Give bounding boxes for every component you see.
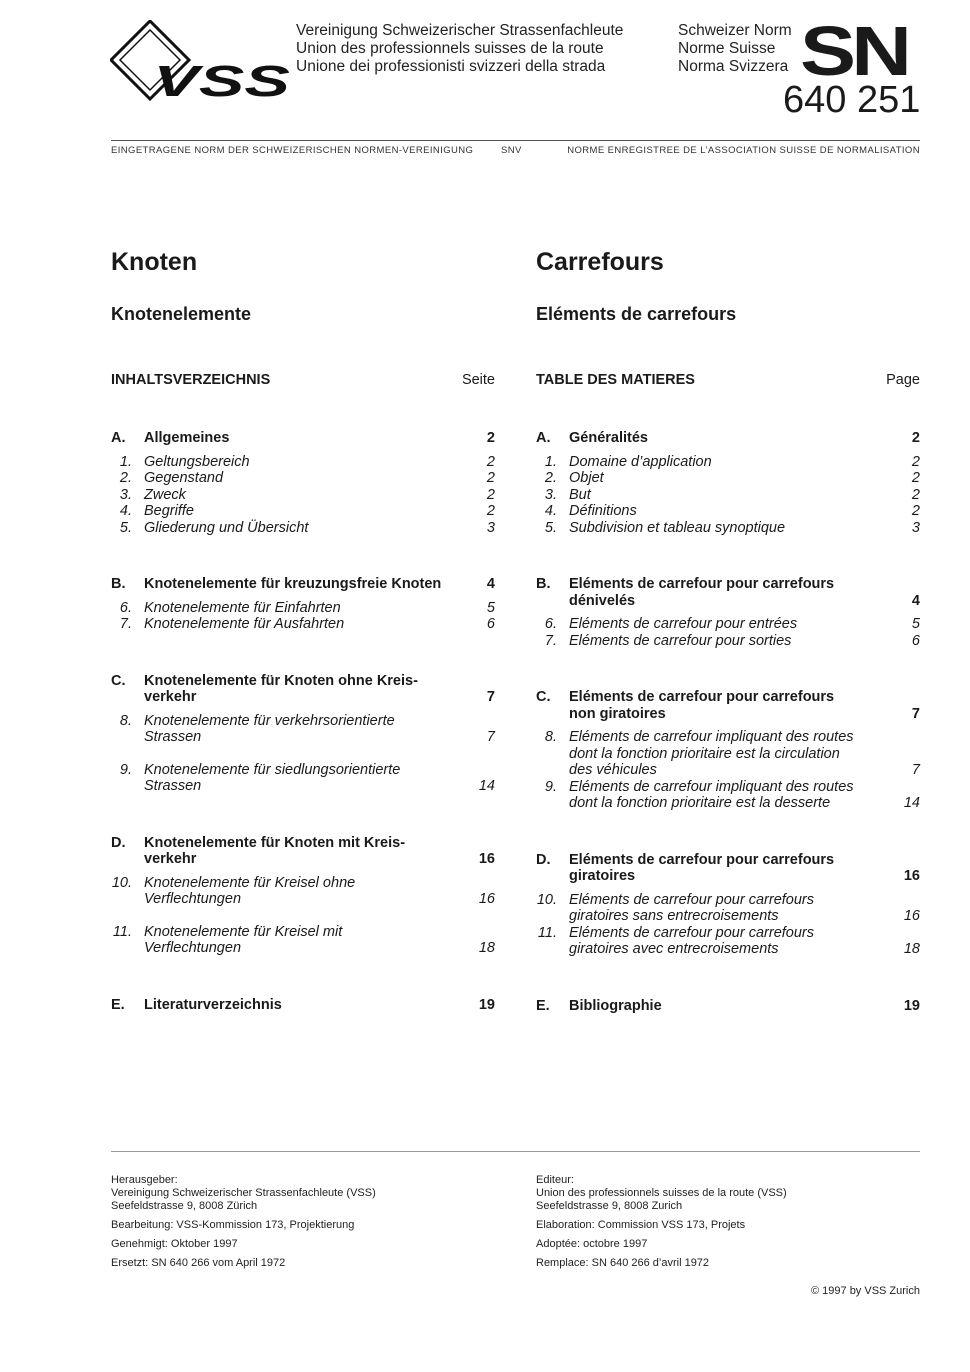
toc-title <box>144 997 461 1014</box>
toc-title-line: Knotenelemente für Ausfahrten <box>144 616 345 632</box>
toc-title <box>569 892 886 925</box>
vss-logo-graphic <box>110 20 290 102</box>
toc-title-line: Eléments de carrefour pour carrefours <box>569 851 835 868</box>
toc-page-number: 2 <box>911 486 920 503</box>
registration-snv: SNV <box>501 145 522 156</box>
footer-divider <box>111 1151 920 1152</box>
toc-number: 3. <box>119 486 132 503</box>
toc-group <box>536 689 920 812</box>
toc-title-line: giratoires sans entrecroisements <box>569 908 779 924</box>
toc-group <box>536 852 920 958</box>
toc-title-line: Begriffe <box>144 503 194 519</box>
toc-title-line: dénivelés <box>569 592 636 609</box>
toc-number: 6. <box>119 599 132 616</box>
toc-entry <box>111 470 495 487</box>
footer-fr <box>536 1174 920 1270</box>
toc-page-number: 18 <box>903 941 920 957</box>
toc-title <box>569 779 886 812</box>
toc-section <box>536 689 920 722</box>
subtitle-fr: Eléments de carrefours <box>536 304 737 324</box>
toc-title <box>569 576 886 609</box>
toc-entry <box>111 875 495 908</box>
toc-title <box>569 487 886 504</box>
toc-page-number: 19 <box>903 997 920 1014</box>
toc-title-line: Knotenelemente für siedlungsorientierte <box>144 761 401 778</box>
toc-number: A. <box>111 430 126 446</box>
toc-section <box>111 576 495 593</box>
toc-entry <box>111 454 495 471</box>
toc-title <box>144 875 461 908</box>
toc-entry <box>536 633 920 650</box>
toc-title <box>569 633 886 650</box>
approval-info: Genehmigt: Oktober 1997 <box>111 1238 238 1250</box>
toc-page-number: 16 <box>478 891 495 907</box>
toc-title <box>569 729 886 779</box>
toc-section <box>111 673 495 706</box>
toc-page-number: 3 <box>486 519 495 536</box>
sn-logo: SN <box>800 12 908 90</box>
toc-number: 4. <box>119 503 132 519</box>
toc-entry <box>536 925 920 958</box>
toc-page-number: 2 <box>911 430 920 446</box>
toc-entry <box>536 487 920 504</box>
toc-title-line: verkehr <box>144 689 197 705</box>
toc-title-line: giratoires <box>569 868 636 884</box>
toc-group <box>111 430 495 536</box>
toc-title <box>569 470 886 487</box>
toc-number: E. <box>536 997 550 1014</box>
toc-number: 5. <box>119 519 132 536</box>
toc-title-line: Knotenelemente für Kreisel mit <box>144 923 343 940</box>
toc-title-line: non giratoires <box>569 705 666 722</box>
toc-title-line: Eléments de carrefour pour carrefours <box>569 924 814 941</box>
toc-page-number: 6 <box>911 632 920 649</box>
toc-section <box>111 997 495 1014</box>
toc-title-line: dont la fonction prioritaire est la desserte <box>569 795 831 811</box>
registration-fr: NORME ENREGISTREE DE L’ASSOCIATION SUISSE DE NORMALISATION <box>567 145 920 156</box>
toc-title-line: giratoires avec entrecroisements <box>569 941 779 957</box>
subtitle-de: Knotenelemente <box>111 304 252 324</box>
replaces-info: Remplace: SN 640 266 d’avril 1972 <box>536 1257 710 1269</box>
norm-line-it: Norma Svizzera <box>678 58 789 75</box>
toc-title-line: Knotenelemente für verkehrsorientierte <box>144 712 395 729</box>
norm-names <box>678 22 792 76</box>
toc-page-number: 6 <box>486 616 495 632</box>
toc-page-number: 5 <box>486 599 495 616</box>
assoc-line-de: Vereinigung Schweizerischer Strassenfachleute <box>296 22 624 39</box>
toc-entry <box>536 729 920 779</box>
toc-entry <box>536 892 920 925</box>
toc-title-line: Strassen <box>144 729 202 745</box>
toc-title-line: Généralités <box>569 430 648 446</box>
toc-title-line: Eléments de carrefour pour entrées <box>569 616 798 632</box>
toc-entry <box>111 600 495 617</box>
toc-title-line: Literaturverzeichnis <box>144 996 282 1013</box>
toc-page-number: 2 <box>486 430 495 446</box>
toc-header-fr <box>536 372 920 388</box>
toc-title-line: Geltungsbereich <box>144 453 250 470</box>
toc-title-line: Eléments de carrefour pour carrefours <box>569 576 835 592</box>
registration-de: EINGETRAGENE NORM DER SCHWEIZERISCHEN NORMEN-VEREINIGUNG <box>111 145 474 156</box>
toc-page-number: 16 <box>903 908 920 924</box>
toc-entry <box>111 520 495 537</box>
header-divider <box>111 140 920 141</box>
toc-number: B. <box>536 576 551 592</box>
title-fr: Carrefours <box>536 248 664 276</box>
toc-page-number: 7 <box>486 689 495 705</box>
toc-title-line: Gliederung und Übersicht <box>144 519 309 536</box>
toc-title <box>144 924 461 957</box>
toc-section <box>536 998 920 1015</box>
toc-group <box>111 673 495 795</box>
toc-page-number: 19 <box>478 996 495 1013</box>
replaces-info: Ersetzt: SN 640 266 vom April 1972 <box>111 1257 286 1269</box>
toc-title <box>144 835 461 868</box>
toc-group <box>536 576 920 649</box>
toc-header-de <box>111 372 495 388</box>
toc-title <box>144 487 461 504</box>
toc-page-number: 3 <box>911 519 920 536</box>
toc-title-line: Gegenstand <box>144 470 224 486</box>
toc-title-line: Domaine d’application <box>569 453 712 470</box>
toc-title <box>144 470 461 487</box>
toc-page-number: 18 <box>478 940 495 956</box>
toc-title-line: Eléments de carrefour pour sorties <box>569 632 792 649</box>
toc-title-line: Eléments de carrefour pour carrefours <box>569 891 814 908</box>
toc-number: 5. <box>544 519 557 536</box>
page-label-fr: Page <box>886 372 920 388</box>
publisher-address: Seefeldstrasse 9, 8008 Zurich <box>536 1200 683 1212</box>
toc-title <box>144 600 461 617</box>
assoc-line-it: Unione dei professionisti svizzeri della strada <box>296 58 606 75</box>
toc-entry <box>536 503 920 520</box>
toc-group <box>536 430 920 536</box>
toc-title-line: But <box>569 486 591 503</box>
toc-title-line: Knotenelemente für Kreisel ohne <box>144 874 356 891</box>
toc-entry <box>111 616 495 633</box>
toc-title <box>569 925 886 958</box>
toc-title <box>569 852 886 885</box>
toc-title <box>144 454 461 471</box>
toc-page-number: 14 <box>903 795 920 811</box>
toc-group <box>111 835 495 957</box>
toc-title <box>144 520 461 537</box>
toc-title-line: Knotenelemente für Einfahrten <box>144 599 341 616</box>
publisher-label: Editeur: <box>536 1174 574 1186</box>
toc-page-number: 2 <box>911 470 920 486</box>
toc-group <box>111 997 495 1014</box>
toc-entry <box>536 520 920 537</box>
toc-page-number: 16 <box>903 868 920 884</box>
toc-title-line: verkehr <box>144 851 197 867</box>
toc-page-number: 16 <box>478 851 495 867</box>
toc-title-line: Verflechtungen <box>144 940 242 956</box>
assoc-line-fr: Union des professionnels suisses de la route <box>296 40 604 57</box>
toc-title <box>144 430 461 447</box>
toc-number: 8. <box>119 712 132 729</box>
toc-entry <box>111 924 495 957</box>
toc-title-line: dont la fonction prioritaire est la circulation <box>569 745 840 762</box>
toc-title-line: Strassen <box>144 778 202 794</box>
editing-info: Bearbeitung: VSS-Kommission 173, Projektierung <box>111 1219 355 1231</box>
toc-page-number: 2 <box>486 486 495 503</box>
toc-entry <box>111 503 495 520</box>
approval-info: Adoptée: octobre 1997 <box>536 1238 648 1250</box>
toc-number: 9. <box>119 761 132 778</box>
toc-number: 2. <box>119 470 132 486</box>
toc-number: 9. <box>544 778 557 795</box>
toc-entry <box>111 762 495 795</box>
toc-section <box>536 852 920 885</box>
toc-entry <box>536 779 920 812</box>
toc-number: D. <box>536 851 551 868</box>
toc-number: 7. <box>119 616 132 632</box>
toc-title <box>144 503 461 520</box>
toc-number: 1. <box>544 453 557 470</box>
toc-section <box>536 430 920 447</box>
publisher-name: Vereinigung Schweizerischer Strassenfachleute (VSS) <box>111 1187 376 1199</box>
toc-label-de: INHALTSVERZEICHNIS <box>111 372 271 388</box>
publisher-address: Seefeldstrasse 9, 8008 Zürich <box>111 1200 258 1212</box>
toc-section <box>536 576 920 609</box>
toc-title-line: Définitions <box>569 503 637 519</box>
toc-number: 2. <box>544 470 557 486</box>
toc-title-line: Verflechtungen <box>144 891 242 907</box>
title-de: Knoten <box>111 248 198 276</box>
page-label-de: Seite <box>461 372 495 388</box>
toc-page-number: 4 <box>911 592 920 609</box>
norm-line-fr: Norme Suisse <box>678 40 776 57</box>
norm-line-de: Schweizer Norm <box>678 22 792 39</box>
toc-number: 8. <box>544 729 557 745</box>
toc-title <box>569 503 886 520</box>
toc-page-number: 7 <box>486 729 495 745</box>
toc-title <box>569 430 886 447</box>
toc-page-number: 7 <box>911 762 920 778</box>
editing-info: Elaboration: Commission VSS 173, Projets <box>536 1219 746 1231</box>
toc-title <box>569 520 886 537</box>
toc-list-de <box>111 430 495 1053</box>
toc-title-line: Eléments de carrefour pour carrefours <box>569 689 835 705</box>
toc-title <box>144 713 461 746</box>
toc-number: 1. <box>119 453 132 470</box>
toc-page-number: 2 <box>911 453 920 470</box>
toc-title-line: Eléments de carrefour impliquant des routes <box>569 729 854 745</box>
toc-entry <box>111 487 495 504</box>
toc-title <box>144 576 461 593</box>
toc-number: B. <box>111 576 126 592</box>
publisher-label: Herausgeber: <box>111 1174 178 1186</box>
norm-number: 640 251 <box>783 79 921 121</box>
toc-title-line: Objet <box>569 470 604 486</box>
toc-title-line: Eléments de carrefour impliquant des routes <box>569 778 854 795</box>
toc-group <box>536 998 920 1015</box>
toc-entry <box>536 470 920 487</box>
toc-label-fr: TABLE DES MATIERES <box>536 372 695 388</box>
toc-entry <box>536 616 920 633</box>
toc-title <box>569 616 886 633</box>
vss-logo-text: VSS <box>153 56 290 102</box>
toc-page-number: 4 <box>486 576 495 592</box>
footer-de <box>111 1174 491 1270</box>
toc-number: 6. <box>544 616 557 632</box>
vss-logo <box>110 20 290 102</box>
toc-number: E. <box>111 996 125 1013</box>
toc-number: C. <box>536 689 551 705</box>
toc-title-line: Zweck <box>144 486 186 503</box>
toc-title-line: des véhicules <box>569 762 657 778</box>
toc-title-line: Subdivision et tableau synoptique <box>569 519 786 536</box>
toc-page-number: 2 <box>486 503 495 519</box>
toc-page-number: 14 <box>478 778 495 794</box>
toc-title <box>569 998 886 1015</box>
toc-number: C. <box>111 672 126 689</box>
publisher-name: Union des professionnels suisses de la route (VSS) <box>536 1187 787 1199</box>
association-names <box>296 22 623 76</box>
toc-entry <box>111 713 495 746</box>
toc-number: A. <box>536 430 551 446</box>
toc-section <box>111 430 495 447</box>
toc-title-line: Knotenelemente für kreuzungsfreie Knoten <box>144 576 442 592</box>
toc-entry <box>536 454 920 471</box>
toc-title <box>144 762 461 795</box>
toc-title <box>569 454 886 471</box>
toc-title <box>144 673 461 706</box>
toc-number: 10. <box>111 874 132 891</box>
toc-title-line: Allgemeines <box>144 430 230 446</box>
toc-number: 7. <box>544 632 557 649</box>
toc-number: 10. <box>536 891 557 908</box>
toc-page-number: 2 <box>486 470 495 486</box>
toc-number: 4. <box>544 503 557 519</box>
toc-number: D. <box>111 834 126 851</box>
toc-title <box>144 616 461 633</box>
toc-section <box>111 835 495 868</box>
toc-title-line: Knotenelemente für Knoten ohne Kreis- <box>144 672 418 689</box>
toc-title-line: Bibliographie <box>569 997 662 1014</box>
toc-title <box>569 689 886 722</box>
toc-title-line: Knotenelemente für Knoten mit Kreis- <box>144 834 406 851</box>
toc-page-number: 2 <box>911 503 920 519</box>
toc-number: 3. <box>544 486 557 503</box>
toc-group <box>111 576 495 633</box>
toc-page-number: 5 <box>911 616 920 632</box>
toc-page-number: 7 <box>911 705 920 722</box>
toc-list-fr <box>536 430 920 1054</box>
toc-page-number: 2 <box>486 453 495 470</box>
copyright: © 1997 by VSS Zurich <box>811 1285 920 1297</box>
toc-number: 11. <box>112 923 132 940</box>
toc-number: 11. <box>537 924 557 941</box>
